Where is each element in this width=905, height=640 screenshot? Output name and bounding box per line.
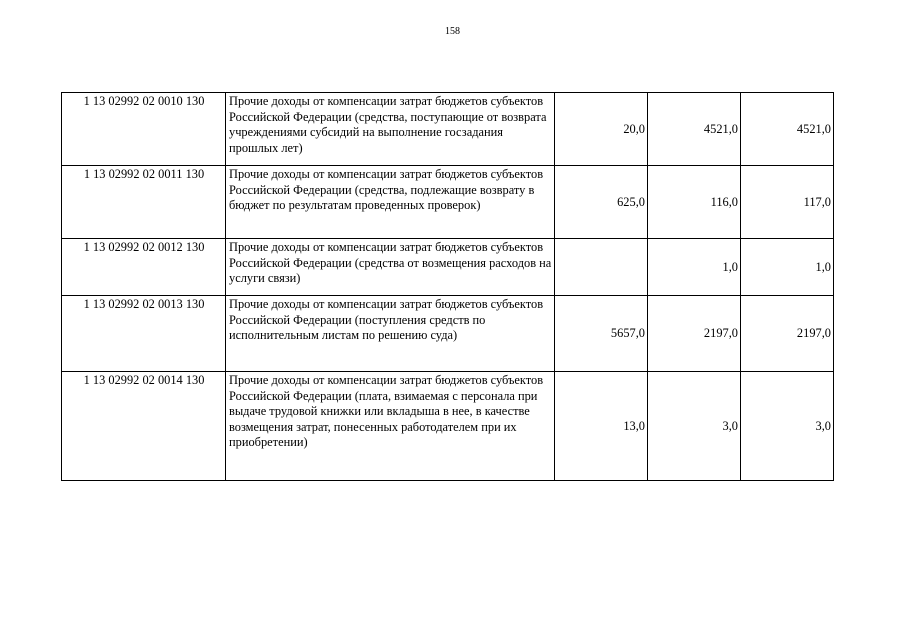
- revenue-description: Прочие доходы от компенсации затрат бюджетов субъектов Российской Федерации (средства от возмещения расходов на услуги связи): [226, 239, 555, 296]
- table-row: [62, 166, 834, 239]
- value-column-3: 1,0: [741, 239, 834, 296]
- value-column-2: 2197,0: [648, 296, 741, 372]
- value-column-3: 4521,0: [741, 93, 834, 166]
- revenue-table: [61, 92, 834, 481]
- value-column-1: 20,0: [555, 93, 648, 166]
- value-column-3: 3,0: [741, 372, 834, 481]
- classification-code: 1 13 02992 02 0012 130: [62, 239, 226, 296]
- revenue-description: Прочие доходы от компенсации затрат бюджетов субъектов Российской Федерации (средства, поступающие от возврата учреждениями субсидий на выполнение госзадания прошлых лет): [226, 93, 555, 166]
- page-number: 158: [445, 26, 460, 37]
- classification-code: 1 13 02992 02 0014 130: [62, 372, 226, 481]
- value-column-1: 625,0: [555, 166, 648, 239]
- value-column-2: 4521,0: [648, 93, 741, 166]
- value-column-2: 1,0: [648, 239, 741, 296]
- classification-code: 1 13 02992 02 0013 130: [62, 296, 226, 372]
- classification-code: 1 13 02992 02 0011 130: [62, 166, 226, 239]
- table-row: [62, 296, 834, 372]
- revenue-description: Прочие доходы от компенсации затрат бюджетов субъектов Российской Федерации (поступления средств по исполнительным листам по решению суда): [226, 296, 555, 372]
- value-column-3: 2197,0: [741, 296, 834, 372]
- value-column-1: 5657,0: [555, 296, 648, 372]
- table-row: [62, 372, 834, 481]
- value-column-3: 117,0: [741, 166, 834, 239]
- revenue-description: Прочие доходы от компенсации затрат бюджетов субъектов Российской Федерации (плата, взимаемая с персонала при выдаче трудовой книжки или вкладыша в нее, в качестве возмещения затрат, понесенных работодателем при их приобретении): [226, 372, 555, 481]
- value-column-2: 116,0: [648, 166, 741, 239]
- value-column-1: 13,0: [555, 372, 648, 481]
- table-row: [62, 239, 834, 296]
- revenue-description: Прочие доходы от компенсации затрат бюджетов субъектов Российской Федерации (средства, подлежащие возврату в бюджет по результатам проведенных проверок): [226, 166, 555, 239]
- value-column-1: [555, 239, 648, 296]
- classification-code: 1 13 02992 02 0010 130: [62, 93, 226, 166]
- table-row: [62, 93, 834, 166]
- value-column-2: 3,0: [648, 372, 741, 481]
